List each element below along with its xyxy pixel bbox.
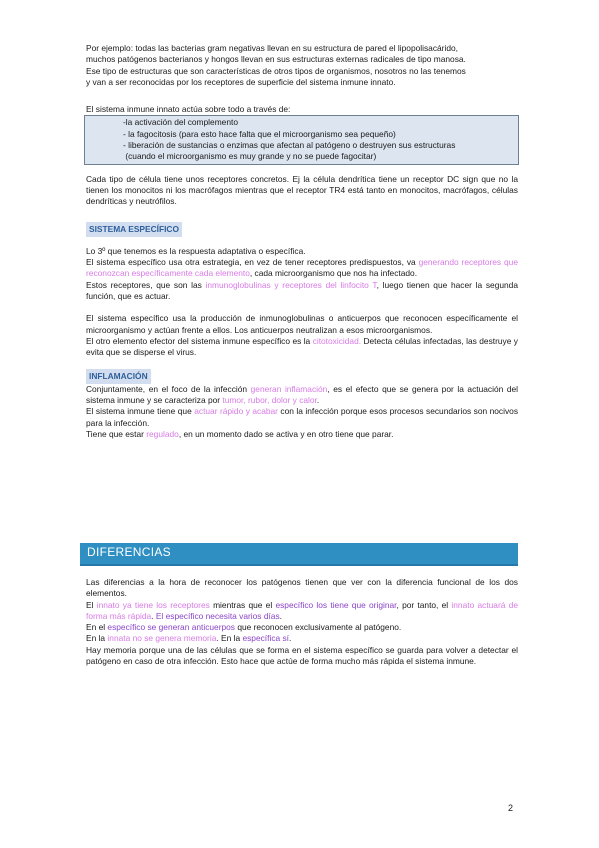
text-run: . En la <box>216 633 243 644</box>
highlight: regulado <box>146 429 179 440</box>
text-run: El sistema inmune tiene que <box>86 406 195 417</box>
text-run: En el <box>86 622 108 633</box>
innate-action-item: - la fagocitosis (para esto hace falta que el microorganismo sea pequeño) <box>123 128 396 139</box>
inflammation-p1 <box>86 384 518 407</box>
text-run: Estos receptores, que son las <box>86 279 206 290</box>
section-heading-differences: DIFERENCIAS <box>87 545 171 559</box>
differences-p4 <box>86 633 518 644</box>
differences-p3 <box>86 622 518 633</box>
highlight: generan inflamación <box>250 383 328 394</box>
page-number: 2 <box>508 803 514 813</box>
text-run: . <box>151 610 156 621</box>
text-run: Detecta células infectadas, las destruye y evita que se disperse el virus. <box>86 335 518 358</box>
highlight: citotoxicidad. <box>312 335 362 346</box>
text-run: . <box>279 610 282 621</box>
innate-actions-box <box>84 115 519 164</box>
specific-p3 <box>86 280 518 303</box>
receptors-paragraph: Cada tipo de célula tiene unos receptores concretos. Ej la célula dendrítica tiene un receptor DC sign que no la tienen los monocitos ni los macrófagos mientras que el receptor TR4 está tanto en monocitos, macrófagos, células dendríticas y neutrófilos. <box>86 173 518 207</box>
intro-line: y van a ser reconocidas por los receptores de superficie del sistema inmune innato. <box>86 76 396 87</box>
text-run: El otro elemento efector del sistema inmune específico es la <box>86 335 313 346</box>
text-run: Tiene que estar <box>86 429 147 440</box>
innate-action-item: -la activación del complemento <box>123 117 238 128</box>
text-run: . <box>289 633 292 644</box>
highlight: innata no se genera memoria <box>107 633 217 644</box>
text-run: El <box>86 599 97 610</box>
innate-action-item: - liberación de sustancias o enzimas que afectan al patógeno o destruyen sus estructuras <box>123 140 456 151</box>
highlight: actuar rápido y acabar <box>194 406 278 417</box>
specific-p4: El sistema específico usa la producción de inmunoglobulinas o anticuerpos que reconocen específicamente el microorganismo y actúan frente a ellos. Los anticuerpos neutralizan a esos microorganismos. <box>86 313 518 335</box>
inflammation-p2 <box>86 406 518 429</box>
highlight: generando receptores que reconozcan específicamente cada elemento <box>86 257 518 279</box>
text-run: , cada microorganismo que nos ha infectado. <box>249 268 418 279</box>
highlight: innato ya tiene los receptores <box>96 599 210 610</box>
text-run: El sistema específico usa otra estrategia, en vez de tener receptores predispuestos, va <box>86 257 419 268</box>
highlight: específica sí <box>242 633 290 644</box>
intro-line: muchos patógenos bacterianos y hongos llevan en sus estructuras externas radicales de tipo manosa. <box>86 54 466 65</box>
highlight: inmunoglobulinas y receptores del linfocito T <box>205 279 377 290</box>
specific-p1: Lo 3º que tenemos es la respuesta adaptativa o específica. <box>86 245 306 256</box>
text-run: , luego tienen que hacer la segunda función, que es actuar. <box>86 279 518 302</box>
text-run: , por tanto, el <box>396 599 452 610</box>
differences-p1: Las diferencias a la hora de reconocer los patógenos tienen que ver con la diferencia funcional de los dos elementos. <box>86 577 518 599</box>
highlight: tumor, rubor, dolor y calor <box>222 395 317 406</box>
specific-p2 <box>86 257 518 280</box>
intro-paragraph <box>86 43 518 88</box>
text-run: En la <box>86 633 108 644</box>
highlight: El específico necesita varios días <box>155 610 280 621</box>
innate-actions-lead: El sistema inmune innato actúa sobre todo a través de: <box>86 104 291 115</box>
highlight: específico los tiene que originar <box>275 599 397 610</box>
text-run: , es el efecto que se genera por la actuación del sistema inmune y se caracteriza por <box>86 383 519 406</box>
section-band-differences <box>80 543 518 566</box>
text-run: . <box>316 395 320 406</box>
innate-action-item: (cuando el microorganismo es muy grande y no se puede fagocitar) <box>123 151 377 162</box>
text-run: con la infección porque esos procesos secundarios son nocivos para la infección. <box>86 406 519 428</box>
text-run: , en un momento dado se activa y en otro tiene que parar. <box>178 429 394 440</box>
highlight: innato actuará de forma más rápida <box>86 599 518 621</box>
text-run: Conjuntamente, en el foco de la infección <box>86 383 251 394</box>
intro-line: Por ejemplo: todas las bacterias gram negativas llevan en su estructura de pared el lipopolisacárido, <box>86 43 458 53</box>
text-run: mientras que el <box>209 599 276 610</box>
specific-p5 <box>86 336 518 359</box>
inflammation-p3 <box>86 429 518 440</box>
section-heading-inflammation: INFLAMACIÓN <box>86 369 151 384</box>
differences-p5: Hay memoria porque una de las células que se forma en el sistema específico se guarda para volver a detectar el patógeno en caso de otra infección. Esto hace que actúe de forma mucho más rápida el sistema inmune. <box>86 644 518 667</box>
intro-line: Ese tipo de estructuras que son características de otros tipos de organismos, nosotros no las tenemos <box>86 65 466 76</box>
highlight: específico se generan anticuerpos <box>107 622 235 633</box>
differences-p2 <box>86 600 518 623</box>
section-heading-specific: SISTEMA ESPECÍFICO <box>86 222 182 237</box>
text-run: que reconocen exclusivamente al patógeno. <box>235 622 402 633</box>
